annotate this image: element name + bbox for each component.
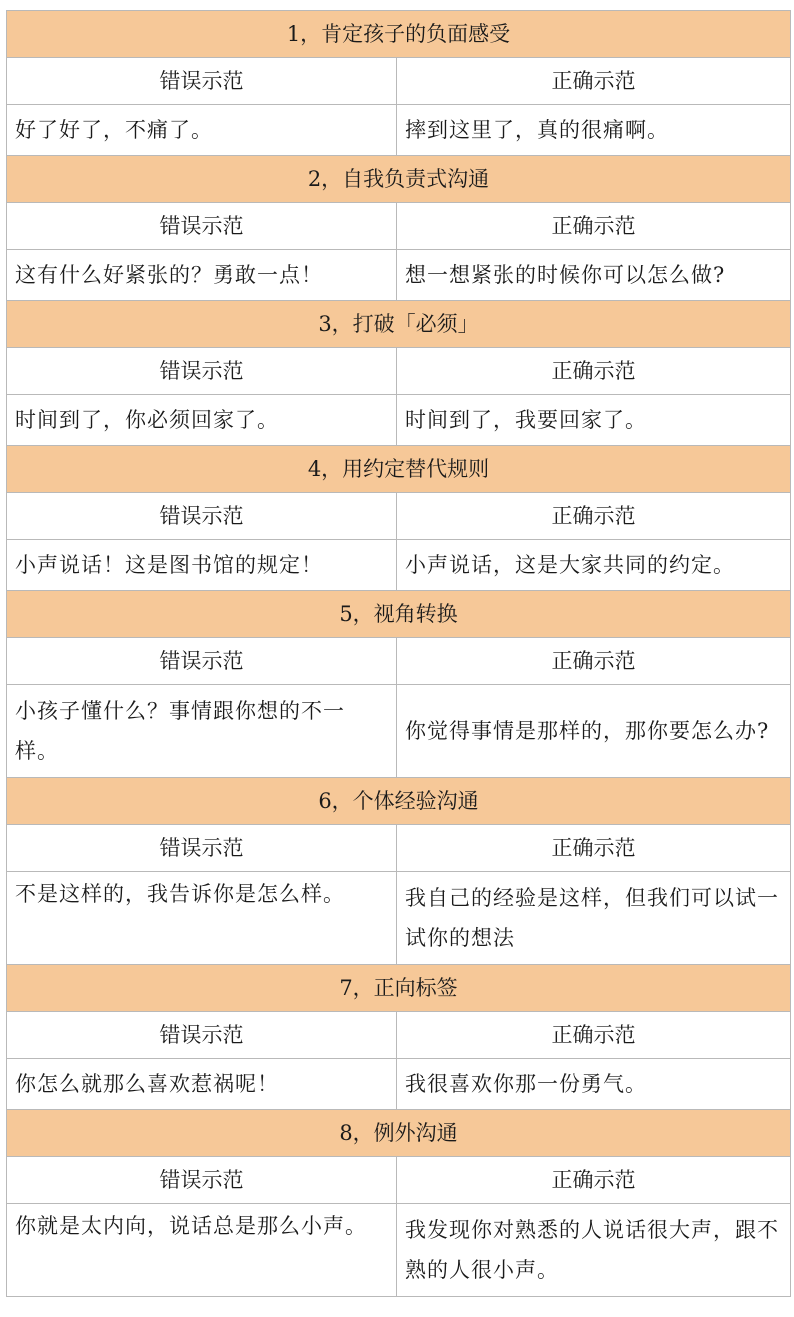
column-header-row bbox=[7, 58, 791, 105]
section-title: 4，用约定替代规则 bbox=[7, 446, 791, 493]
section-header-row bbox=[7, 11, 791, 58]
section-header-row bbox=[7, 156, 791, 203]
example-row bbox=[7, 872, 791, 965]
column-header-row bbox=[7, 493, 791, 540]
right-example-text: 想一想紧张的时候你可以怎么做? bbox=[397, 250, 791, 301]
section-title: 1，肯定孩子的负面感受 bbox=[7, 11, 791, 58]
wrong-example-header: 错误示范 bbox=[7, 203, 397, 250]
wrong-example-header: 错误示范 bbox=[7, 1012, 397, 1059]
column-header-row bbox=[7, 1157, 791, 1204]
section-header-row bbox=[7, 1110, 791, 1157]
wrong-example-text: 小声说话！这是图书馆的规定！ bbox=[7, 540, 397, 591]
column-header-row bbox=[7, 638, 791, 685]
wrong-example-text: 不是这样的，我告诉你是怎么样。 bbox=[7, 872, 397, 965]
right-example-header: 正确示范 bbox=[397, 348, 791, 395]
section-title: 2，自我负责式沟通 bbox=[7, 156, 791, 203]
column-header-row bbox=[7, 203, 791, 250]
example-row bbox=[7, 1059, 791, 1110]
wrong-example-header: 错误示范 bbox=[7, 493, 397, 540]
wrong-example-text: 好了好了，不痛了。 bbox=[7, 105, 397, 156]
example-row bbox=[7, 1204, 791, 1297]
example-row bbox=[7, 250, 791, 301]
column-header-row bbox=[7, 1012, 791, 1059]
section-header-row bbox=[7, 301, 791, 348]
right-example-header: 正确示范 bbox=[397, 493, 791, 540]
section-title: 6，个体经验沟通 bbox=[7, 778, 791, 825]
wrong-example-header: 错误示范 bbox=[7, 1157, 397, 1204]
example-row bbox=[7, 395, 791, 446]
wrong-example-text: 你就是太内向，说话总是那么小声。 bbox=[7, 1204, 397, 1297]
right-example-header: 正确示范 bbox=[397, 1157, 791, 1204]
example-row bbox=[7, 105, 791, 156]
column-header-row bbox=[7, 825, 791, 872]
right-example-text: 小声说话，这是大家共同的约定。 bbox=[397, 540, 791, 591]
right-example-header: 正确示范 bbox=[397, 58, 791, 105]
right-example-header: 正确示范 bbox=[397, 203, 791, 250]
right-example-text: 你觉得事情是那样的，那你要怎么办? bbox=[397, 685, 791, 778]
right-example-header: 正确示范 bbox=[397, 825, 791, 872]
section-header-row bbox=[7, 965, 791, 1012]
right-example-header: 正确示范 bbox=[397, 638, 791, 685]
wrong-example-header: 错误示范 bbox=[7, 58, 397, 105]
section-header-row bbox=[7, 778, 791, 825]
section-header-row bbox=[7, 591, 791, 638]
right-example-text: 我很喜欢你那一份勇气。 bbox=[397, 1059, 791, 1110]
wrong-example-header: 错误示范 bbox=[7, 348, 397, 395]
section-title: 3，打破「必须」 bbox=[7, 301, 791, 348]
wrong-example-text: 这有什么好紧张的？勇敢一点！ bbox=[7, 250, 397, 301]
column-header-row bbox=[7, 348, 791, 395]
right-example-text: 我发现你对熟悉的人说话很大声，跟不熟的人很小声。 bbox=[397, 1204, 791, 1297]
communication-guide-table bbox=[6, 10, 791, 1297]
wrong-example-header: 错误示范 bbox=[7, 638, 397, 685]
section-title: 7，正向标签 bbox=[7, 965, 791, 1012]
wrong-example-header: 错误示范 bbox=[7, 825, 397, 872]
right-example-text: 我自己的经验是这样，但我们可以试一试你的想法 bbox=[397, 872, 791, 965]
wrong-example-text: 你怎么就那么喜欢惹祸呢！ bbox=[7, 1059, 397, 1110]
example-row bbox=[7, 685, 791, 778]
section-title: 8，例外沟通 bbox=[7, 1110, 791, 1157]
wrong-example-text: 时间到了，你必须回家了。 bbox=[7, 395, 397, 446]
example-row bbox=[7, 540, 791, 591]
section-header-row bbox=[7, 446, 791, 493]
section-title: 5，视角转换 bbox=[7, 591, 791, 638]
right-example-header: 正确示范 bbox=[397, 1012, 791, 1059]
right-example-text: 时间到了，我要回家了。 bbox=[397, 395, 791, 446]
wrong-example-text: 小孩子懂什么？事情跟你想的不一样。 bbox=[7, 685, 397, 778]
right-example-text: 摔到这里了，真的很痛啊。 bbox=[397, 105, 791, 156]
